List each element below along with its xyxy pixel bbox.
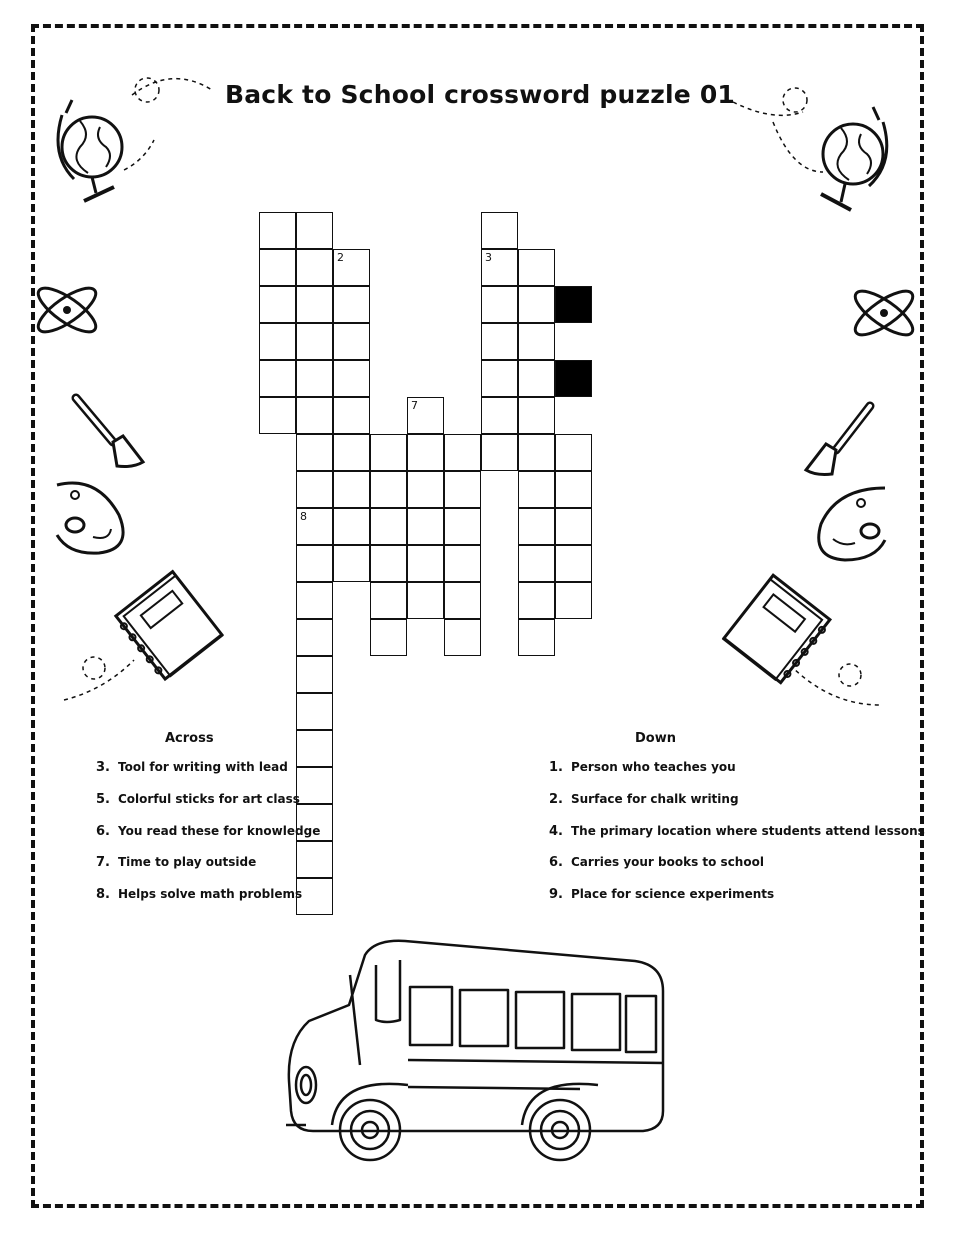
blocked-cell: [555, 286, 592, 323]
crossword-cell[interactable]: [518, 360, 555, 397]
clue-number: 5.: [96, 792, 110, 807]
crossword-cell[interactable]: [259, 323, 296, 360]
crossword-cell[interactable]: [518, 545, 555, 582]
globe-icon: [733, 82, 893, 222]
crossword-cell[interactable]: [444, 545, 481, 582]
crossword-cell[interactable]: [481, 323, 518, 360]
crossword-cell[interactable]: [407, 508, 444, 545]
crossword-cell[interactable]: [407, 545, 444, 582]
clue-text: Helps solve math problems: [118, 887, 303, 901]
notebook-icon: [60, 572, 215, 707]
crossword-cell[interactable]: [518, 471, 555, 508]
clue-number-label: 2: [337, 251, 344, 264]
crossword-cell[interactable]: [518, 249, 555, 286]
crossword-cell[interactable]: [518, 286, 555, 323]
crossword-cell[interactable]: [333, 397, 370, 434]
across-clue: [96, 792, 300, 807]
crossword-cell[interactable]: [518, 619, 555, 656]
crossword-cell[interactable]: [370, 545, 407, 582]
crossword-cell[interactable]: [481, 360, 518, 397]
palette-icon: [57, 475, 129, 555]
clue-text: Carries your books to school: [571, 855, 764, 869]
clue-text: Place for science experiments: [571, 887, 775, 901]
crossword-cell[interactable]: [296, 656, 333, 693]
crossword-cell[interactable]: [296, 767, 333, 804]
crossword-cell[interactable]: [333, 323, 370, 360]
school-bus-illustration: [280, 935, 680, 1167]
crossword-cell[interactable]: [444, 434, 481, 471]
clue-text: Colorful sticks for art class: [118, 792, 300, 806]
clue-text: You read these for knowledge: [118, 824, 321, 838]
crossword-cell[interactable]: [259, 397, 296, 434]
paintbrush-icon: [68, 390, 148, 475]
crossword-cell[interactable]: [296, 471, 333, 508]
crossword-cell[interactable]: [518, 508, 555, 545]
clue-text: Time to play outside: [118, 855, 257, 869]
across-clue: [96, 855, 256, 870]
crossword-cell[interactable]: [296, 730, 333, 767]
clue-number: 1.: [549, 760, 563, 775]
crossword-cell[interactable]: [370, 508, 407, 545]
crossword-cell[interactable]: [296, 545, 333, 582]
crossword-cell[interactable]: [518, 397, 555, 434]
crossword-cell[interactable]: [481, 286, 518, 323]
crossword-cell[interactable]: [370, 434, 407, 471]
down-clue: [549, 824, 925, 839]
atom-icon: [846, 275, 891, 355]
crossword-cell[interactable]: [555, 508, 592, 545]
crossword-cell[interactable]: [481, 212, 518, 249]
crossword-cell[interactable]: [296, 582, 333, 619]
crossword-cell[interactable]: [407, 397, 444, 434]
atom-icon: [57, 275, 107, 345]
crossword-cell[interactable]: [333, 545, 370, 582]
down-clue: [549, 760, 736, 775]
across-heading: Across: [165, 731, 214, 746]
crossword-cell[interactable]: [259, 360, 296, 397]
paintbrush-icon: [800, 398, 880, 483]
crossword-cell[interactable]: [518, 582, 555, 619]
clue-text: Tool for writing with lead: [118, 760, 288, 774]
crossword-cell[interactable]: [296, 212, 333, 249]
page-title: Back to School crossword puzzle 01: [224, 80, 736, 109]
crossword-cell[interactable]: [407, 471, 444, 508]
crossword-cell[interactable]: [555, 545, 592, 582]
crossword-cell[interactable]: [333, 286, 370, 323]
clue-number-label: 7: [411, 399, 418, 412]
clue-number: 9.: [549, 887, 563, 902]
crossword-cell[interactable]: [296, 360, 333, 397]
down-clue: [549, 855, 764, 870]
crossword-cell[interactable]: [481, 249, 518, 286]
down-clue: [549, 887, 774, 902]
clue-text: The primary location where students attend lessons: [571, 824, 925, 838]
down-clue: [549, 792, 739, 807]
crossword-cell[interactable]: [370, 582, 407, 619]
crossword-cell[interactable]: [333, 434, 370, 471]
clue-number: 2.: [549, 792, 563, 807]
crossword-cell[interactable]: [444, 619, 481, 656]
crossword-cell[interactable]: [518, 323, 555, 360]
crossword-cell[interactable]: [555, 471, 592, 508]
across-clue: [96, 760, 288, 775]
palette-icon: [815, 483, 887, 563]
crossword-cell[interactable]: [259, 286, 296, 323]
crossword-cell[interactable]: [444, 508, 481, 545]
crossword-cell[interactable]: [518, 434, 555, 471]
crossword-cell[interactable]: [481, 397, 518, 434]
crossword-cell[interactable]: [333, 360, 370, 397]
crossword-cell[interactable]: [296, 619, 333, 656]
crossword-cell[interactable]: [296, 841, 333, 878]
crossword-cell[interactable]: [407, 582, 444, 619]
crossword-cell[interactable]: [555, 582, 592, 619]
notebook-icon: [730, 575, 885, 715]
crossword-cell[interactable]: [481, 434, 518, 471]
crossword-cell[interactable]: [296, 397, 333, 434]
crossword-cell[interactable]: [407, 434, 444, 471]
clue-number: 6.: [549, 855, 563, 870]
clue-number: 7.: [96, 855, 110, 870]
crossword-cell[interactable]: [296, 286, 333, 323]
globe-icon: [52, 75, 217, 210]
blocked-cell: [555, 360, 592, 397]
clue-number: 6.: [96, 824, 110, 839]
crossword-cell[interactable]: [370, 471, 407, 508]
crossword-cell[interactable]: [444, 582, 481, 619]
clue-text: Person who teaches you: [571, 760, 736, 774]
clue-number: 8.: [96, 887, 110, 902]
across-clue: [96, 824, 320, 839]
clue-number-label: 3: [485, 251, 492, 264]
crossword-cell[interactable]: [296, 249, 333, 286]
across-clue: [96, 887, 302, 902]
clue-number-label: 8: [300, 510, 307, 523]
crossword-cell[interactable]: [333, 508, 370, 545]
crossword-cell[interactable]: [296, 323, 333, 360]
crossword-cell[interactable]: [444, 471, 481, 508]
crossword-cell[interactable]: [555, 434, 592, 471]
crossword-cell[interactable]: [259, 249, 296, 286]
crossword-cell[interactable]: [259, 212, 296, 249]
clue-text: Surface for chalk writing: [571, 792, 739, 806]
clue-number: 3.: [96, 760, 110, 775]
crossword-cell[interactable]: [333, 471, 370, 508]
crossword-cell[interactable]: [296, 434, 333, 471]
crossword-cell[interactable]: [296, 693, 333, 730]
crossword-cell[interactable]: [333, 249, 370, 286]
crossword-cell[interactable]: [370, 619, 407, 656]
down-heading: Down: [635, 731, 676, 746]
crossword-cell[interactable]: [296, 508, 333, 545]
clue-number: 4.: [549, 824, 563, 839]
